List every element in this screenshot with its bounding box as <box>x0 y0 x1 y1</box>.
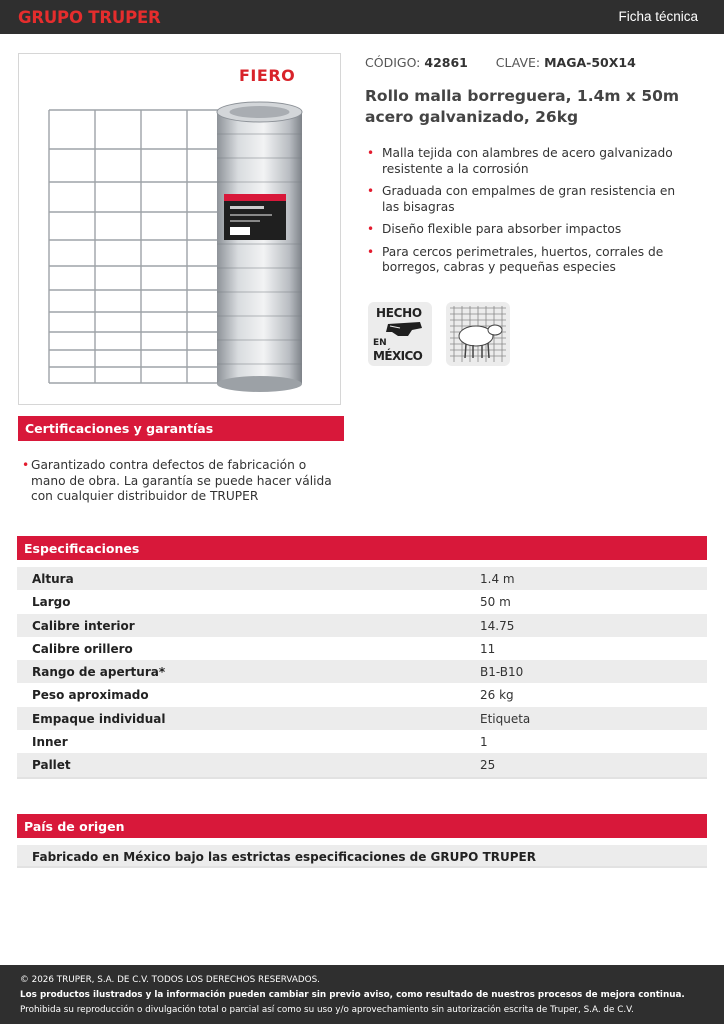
origin-text: Fabricado en México bajo las estrictas especificaciones de GRUPO TRUPER <box>32 850 536 864</box>
badge-text-mexico: MÉXICO <box>373 349 423 363</box>
spec-label: Rango de apertura* <box>32 665 166 680</box>
table-divider <box>17 777 707 779</box>
table-row <box>17 707 707 730</box>
spec-label: Altura <box>32 572 74 586</box>
spec-label: Empaque individual <box>32 711 166 726</box>
made-in-mexico-badge <box>368 302 432 366</box>
key-label: CLAVE: <box>495 55 541 70</box>
footer-disclaimer: Los productos ilustrados y la información pueden cambiar sin previo aviso, como resultado de nuestros procesos de mejora continua. <box>20 990 685 1000</box>
product-title: Rollo malla borreguera, 1.4m x 50m acero galvanizado, 26kg <box>365 87 680 126</box>
spec-value: 25 <box>480 758 496 773</box>
spec-value: 14.75 <box>480 618 515 633</box>
origin-header: País de origen <box>17 814 707 838</box>
spec-label: Inner <box>32 735 68 750</box>
table-row <box>17 614 707 637</box>
specifications-header: Especificaciones <box>17 536 707 560</box>
badge-text-en: EN <box>373 338 387 348</box>
product-image <box>18 53 341 405</box>
footer-copyright: © 2026 TRUPER, S.A. DE C.V. TODOS LOS DERECHOS RESERVADOS. <box>20 975 320 985</box>
spec-value: Etiqueta <box>480 711 531 726</box>
feature-list <box>365 146 695 283</box>
footer-legal: Prohibida su reproducción o divulgación total o parcial así como su uso y/o aprovechamiento sin autorización escrita de Truper, S.A. de C.V. <box>20 1005 634 1015</box>
sheep-fence-badge <box>446 302 510 366</box>
product-code-line <box>365 55 636 70</box>
spec-value: 1.4 m <box>480 572 515 586</box>
spec-value: 11 <box>480 641 496 656</box>
table-row <box>17 660 707 683</box>
feature-item: • Diseño flexible para absorber impactos <box>365 222 695 238</box>
code-value: 42861 <box>424 55 468 70</box>
table-row <box>17 753 707 776</box>
spec-value: 50 m <box>480 595 511 610</box>
brand-logo: GRUPO TRUPER <box>18 8 161 27</box>
specifications-table <box>17 567 707 777</box>
feature-item: • Para cercos perimetrales, huertos, corrales de borregos, cabras y pequeñas especies <box>365 245 695 276</box>
code-label: CÓDIGO: <box>365 55 421 70</box>
table-row <box>17 730 707 753</box>
top-header-bar <box>0 0 724 34</box>
spec-label: Peso aproximado <box>32 688 149 703</box>
table-row <box>17 590 707 613</box>
wire-mesh-roll-illustration <box>19 54 341 405</box>
table-row <box>17 637 707 660</box>
spec-label: Calibre interior <box>32 618 135 633</box>
spec-label: Calibre orillero <box>32 641 133 656</box>
fiero-brand-logo: FIERO <box>239 66 296 85</box>
footer <box>0 965 724 1024</box>
key-value: MAGA-50X14 <box>544 55 636 70</box>
spec-value: B1-B10 <box>480 665 524 680</box>
spec-value: 26 kg <box>480 688 514 703</box>
feature-item: • Graduada con empalmes de gran resistencia en las bisagras <box>365 184 695 215</box>
table-row <box>17 567 707 590</box>
warranty-text: • Garantizado contra defectos de fabricación o mano de obra. La garantía se puede hacer válida con cualquier distribuidor de TRUPER <box>22 458 342 505</box>
spec-label: Largo <box>32 595 71 610</box>
certifications-header: Certificaciones y garantías <box>18 416 344 441</box>
feature-item: • Malla tejida con alambres de acero galvanizado resistente a la corrosión <box>365 146 695 177</box>
document-type-label: Ficha técnica <box>618 9 698 24</box>
spec-label: Pallet <box>32 758 71 773</box>
origin-row <box>17 845 707 868</box>
table-row <box>17 683 707 706</box>
spec-value: 1 <box>480 735 488 750</box>
badge-text-hecho: HECHO <box>376 306 422 320</box>
sheep-fence-icon <box>446 302 510 366</box>
